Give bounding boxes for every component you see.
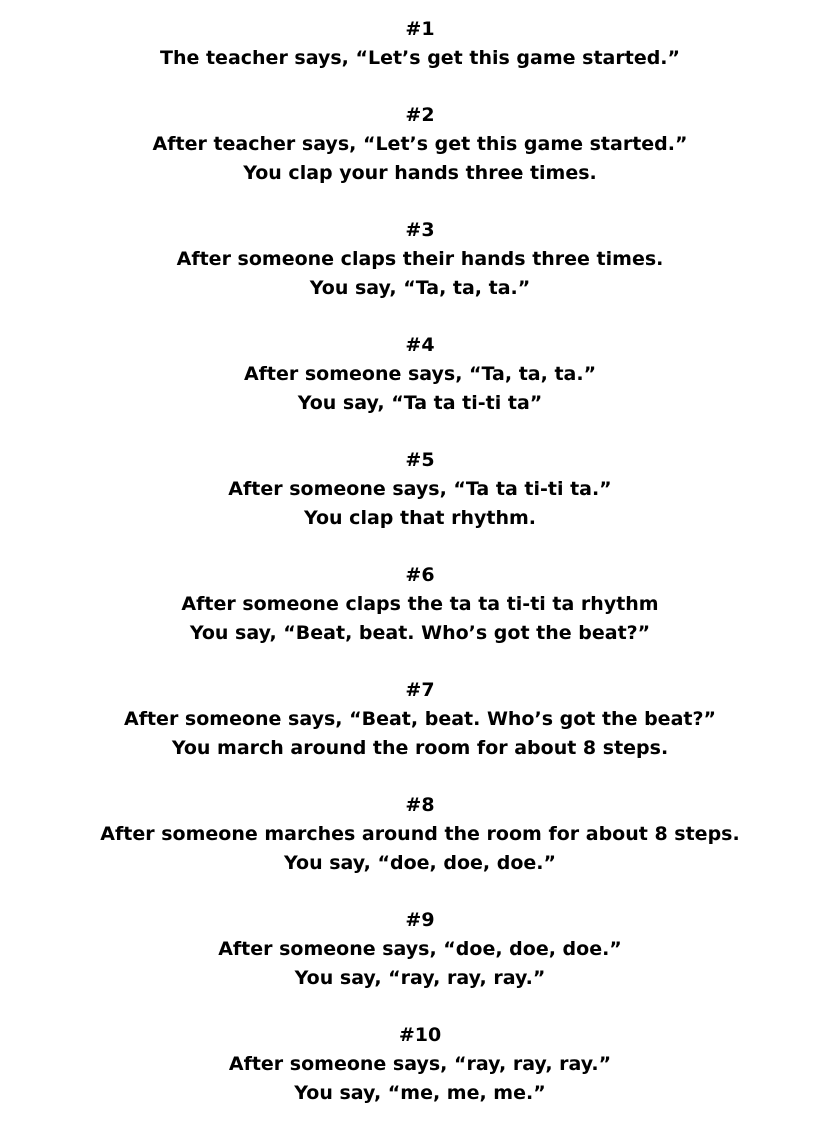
step-line: You march around the room for about 8 steps. [171, 737, 669, 759]
step-line: The teacher says, “Let’s get this game started.” [159, 47, 681, 69]
step-3 [0, 216, 840, 303]
step-8 [0, 791, 840, 878]
step-line: You say, “me, me, me.” [294, 1082, 546, 1104]
step-line: You say, “Ta ta ti-ti ta” [297, 392, 543, 414]
step-number: #1 [405, 18, 435, 40]
step-line: After someone marches around the room for about 8 steps. [100, 823, 740, 845]
step-line: You say, “Beat, beat. Who’s got the beat?” [189, 622, 651, 644]
step-line: You clap your hands three times. [243, 162, 597, 184]
step-number: #2 [405, 104, 435, 126]
step-line: After someone says, “Ta, ta, ta.” [243, 363, 597, 385]
step-number: #9 [405, 909, 435, 931]
step-2 [0, 101, 840, 188]
step-line: After someone says, “ray, ray, ray.” [228, 1053, 612, 1075]
step-number: #5 [405, 449, 435, 471]
step-number: #4 [405, 334, 435, 356]
step-6 [0, 561, 840, 648]
step-line: You say, “doe, doe, doe.” [284, 852, 556, 874]
step-number: #6 [405, 564, 435, 586]
step-line: After someone says, “Beat, beat. Who’s got the beat?” [124, 708, 716, 730]
step-line: You say, “ray, ray, ray.” [294, 967, 546, 989]
step-number: #7 [405, 679, 435, 701]
step-line: After someone claps the ta ta ti-ti ta rhythm [181, 593, 659, 615]
step-7 [0, 676, 840, 763]
step-9 [0, 906, 840, 993]
step-10 [0, 1021, 840, 1108]
step-5 [0, 446, 840, 533]
step-number: #8 [405, 794, 435, 816]
step-line: After someone says, “doe, doe, doe.” [218, 938, 622, 960]
step-number: #3 [405, 219, 435, 241]
step-line: After someone claps their hands three times. [176, 248, 664, 270]
step-line: After teacher says, “Let’s get this game started.” [152, 133, 688, 155]
instruction-page [0, 15, 840, 1136]
step-1 [0, 15, 840, 73]
step-line: After someone says, “Ta ta ti-ti ta.” [228, 478, 612, 500]
step-line: You clap that rhythm. [303, 507, 537, 529]
step-number: #10 [398, 1024, 442, 1046]
step-line: You say, “Ta, ta, ta.” [309, 277, 531, 299]
step-4 [0, 331, 840, 418]
